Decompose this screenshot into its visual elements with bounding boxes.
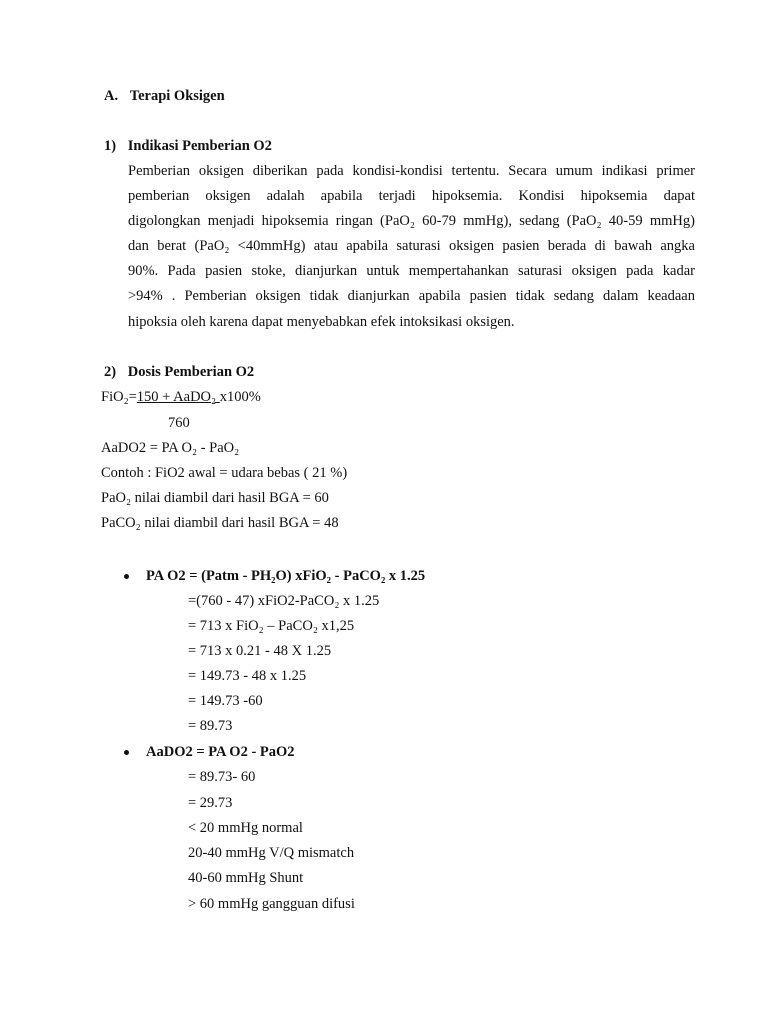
bullet-2-heading: AaDO2 = PA O2 - PaO2 [146,744,295,760]
bullet-1-heading: PA O2 = (Patm - PH₂O) xFiO₂ - PaCO₂ x 1.25 [146,568,426,584]
subsection-2-title: Dosis Pemberian O2 [127,364,255,380]
subsection-1-heading [104,136,272,156]
pao2-line: PaO₂ nilai diambil dari hasil BGA = 60 [101,490,329,506]
fio2-denominator: 760 [168,415,190,431]
calc-step: = 149.73 - 48 x 1.25 [188,668,307,684]
subsection-2-number: 2) [104,364,117,380]
calc-step: =(760 - 47) xFiO2-PaCO₂ x 1.25 [188,593,380,609]
bullet-icon [124,574,129,579]
section-title: Terapi Oksigen [129,88,225,104]
calc-step: = 29.73 [188,795,233,811]
section-heading [104,86,225,106]
subsection-1-number: 1) [104,138,117,154]
fio2-formula [101,387,261,407]
calc-step: = 89.73 [188,718,233,734]
calc-step: = 713 x 0.21 - 48 X 1.25 [188,643,332,659]
paragraph-line: >94% . Pemberian oksigen tidak dianjurkan apabila pasien tidak sedang dalam keadaan [128,288,695,304]
range-line: > 60 mmHg gangguan difusi [188,896,355,912]
subsection-2-heading [104,362,254,382]
paragraph-line: Pemberian oksigen diberikan pada kondisi-kondisi tertentu. Secara umum indikasi primer [128,163,695,179]
bullet-icon [124,750,129,755]
calc-step: = 713 x FiO₂ – PaCO₂ x1,25 [188,618,355,634]
fio2-numerator: 150 + AaDO₂ [136,389,220,405]
range-line: < 20 mmHg normal [188,820,303,836]
subsection-1-title: Indikasi Pemberian O2 [127,138,272,154]
paragraph-line: digolongkan menjadi hipoksemia ringan (PaO₂ 60-79 mmHg), sedang (PaO₂ 40-59 mmHg) [128,213,695,229]
aado2-definition: AaDO2 = PA O₂ - PaO₂ [101,440,240,456]
paragraph-line: pemberian oksigen adalah apabila terjadi hipoksemia. Kondisi hipoksemia dapat [128,188,695,204]
calc-step: = 89.73- 60 [188,769,256,785]
section-letter: A. [104,88,119,104]
paragraph-line: hipoksia oleh karena dapat menyebabkan efek intoksikasi oksigen. [128,314,515,330]
range-line: 20-40 mmHg V/Q mismatch [188,845,355,861]
paragraph-line: dan berat (PaO₂ <40mmHg) atau apabila saturasi oksigen pasien berada di bawah angka [128,238,695,254]
range-line: 40-60 mmHg Shunt [188,870,304,886]
calc-step: = 149.73 -60 [188,693,263,709]
fio2-suffix: x100% [219,389,261,405]
paco2-line: PaCO₂ nilai diambil dari hasil BGA = 48 [101,515,339,531]
example-line: Contoh : FiO2 awal = udara bebas ( 21 %) [101,465,348,481]
paragraph-line: 90%. Pada pasien stoke, dianjurkan untuk mempertahankan saturasi oksigen pada kadar [128,263,695,279]
fio2-prefix: FiO₂= [101,389,137,405]
